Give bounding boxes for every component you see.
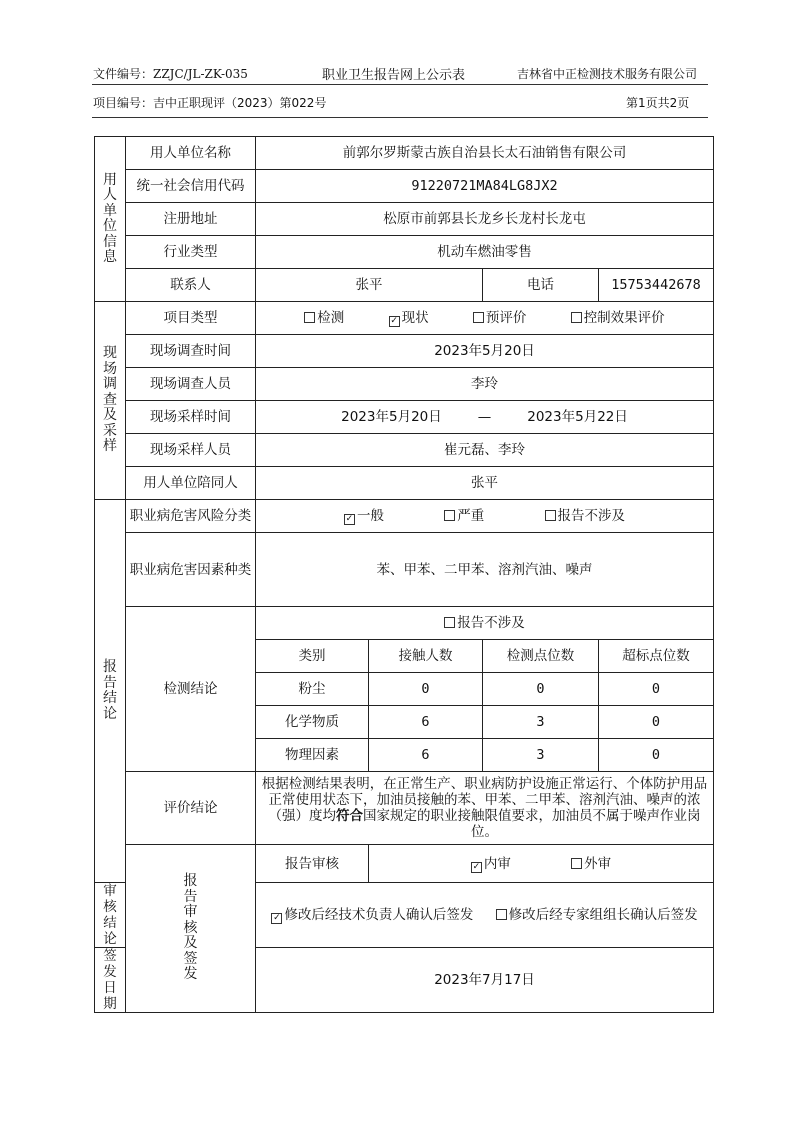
- table-cell: 粉尘: [256, 673, 369, 706]
- sampling-start: 2023年5月20日: [341, 409, 442, 425]
- checkbox-icon: [304, 312, 315, 323]
- checkbox-icon: [473, 312, 484, 323]
- checkbox-option[interactable]: 修改后经专家组组长确认后签发: [496, 907, 698, 923]
- address-label: 注册地址: [126, 203, 256, 236]
- address-value: 松原市前郭县长龙乡长龙村长龙屯: [256, 203, 714, 236]
- sampler-value: 崔元磊、李玲: [256, 434, 714, 467]
- employer-name-label: 用人单位名称: [126, 137, 256, 170]
- table-header: 检测点位数: [483, 640, 599, 673]
- checked-box-icon: ✓: [390, 316, 398, 326]
- table-cell: 物理因素: [256, 739, 369, 772]
- table-cell: 0: [599, 739, 714, 772]
- evaluation-label: 评价结论: [126, 772, 256, 845]
- phone-label: 电话: [483, 269, 599, 302]
- table-cell: 0: [599, 673, 714, 706]
- table-cell: 6: [369, 706, 483, 739]
- survey-time-label: 现场调查时间: [126, 335, 256, 368]
- industry-label: 行业类型: [126, 236, 256, 269]
- industry-value: 机动车燃油零售: [256, 236, 714, 269]
- checkbox-option[interactable]: 外审: [571, 856, 611, 872]
- risk-options: [256, 500, 714, 533]
- review-options: [369, 845, 714, 883]
- table-cell: 3: [483, 739, 599, 772]
- checkbox-icon: [444, 617, 455, 628]
- table-cell: 6: [369, 739, 483, 772]
- evaluation-bold: 符合: [336, 808, 363, 824]
- escort-value: 张平: [256, 467, 714, 500]
- detection-label: 检测结论: [126, 607, 256, 772]
- checked-box-icon: ✓: [472, 861, 481, 872]
- sampling-time-label: 现场采样时间: [126, 401, 256, 434]
- checkbox-option[interactable]: ✓ 修改后经技术负责人确认后签发: [273, 907, 474, 923]
- table-cell: 0: [599, 706, 714, 739]
- review-result-options: [256, 883, 714, 948]
- surveyor-label: 现场调查人员: [126, 368, 256, 401]
- risk-label: 职业病危害风险分类: [126, 500, 256, 533]
- sampling-end: 2023年5月22日: [527, 409, 628, 425]
- checkbox-icon: [571, 858, 582, 869]
- table-cell: 0: [369, 673, 483, 706]
- checked-box-icon: ✓: [273, 913, 281, 923]
- project-number: 项目编号：吉中正职现评（2023）第022号: [93, 96, 327, 110]
- credit-code-label: 统一社会信用代码: [126, 170, 256, 203]
- checkbox-option[interactable]: 报告不涉及: [545, 508, 626, 524]
- checked-box-icon: ✓: [345, 514, 354, 524]
- section-employer: 用人单位信息: [95, 137, 126, 302]
- header-rule-top: [92, 84, 708, 85]
- table-header: 超标点位数: [599, 640, 714, 673]
- evaluation-text: 根据检测结果表明，在正常生产、职业病防护设施正常运行、个体防护用品正常使用状态下，加油员接触的苯、甲苯、二甲苯、溶剂汽油、噪声的浓（强）度均符合国家规定的职业接触限值要求，加油员不属于噪声作业岗位。: [256, 772, 714, 845]
- contact-value: 张平: [256, 269, 483, 302]
- table-cell: 化学物质: [256, 706, 369, 739]
- project-type-options: [256, 302, 714, 335]
- table-header: 类别: [256, 640, 369, 673]
- form-title: 职业卫生报告网上公示表: [322, 68, 466, 83]
- checkbox-icon: [444, 510, 455, 521]
- checkbox-option[interactable]: 控制效果评价: [571, 310, 665, 326]
- checkbox-option[interactable]: 检测: [304, 310, 344, 326]
- surveyor-value: 李玲: [256, 368, 714, 401]
- issue-date-label: 签发日期: [95, 948, 126, 1013]
- page-indicator: 第1页共2页: [626, 96, 690, 110]
- escort-label: 用人单位陪同人: [126, 467, 256, 500]
- contact-label: 联系人: [126, 269, 256, 302]
- sampling-time-value: [256, 401, 714, 434]
- header-rule-bottom: [92, 117, 708, 118]
- checkbox-option[interactable]: ✓ 现状: [390, 310, 429, 326]
- review-result-label: 审核结论: [95, 883, 126, 948]
- table-cell: 0: [483, 673, 599, 706]
- checkbox-icon: [571, 312, 582, 323]
- hazard-factors-label: 职业病危害因素种类: [126, 533, 256, 607]
- table-cell: 3: [483, 706, 599, 739]
- checkbox-option[interactable]: ✓ 一般: [345, 508, 384, 524]
- file-number: 文件编号：ZZJC/JL-ZK-035: [93, 67, 248, 81]
- issue-date-value: 2023年7月17日: [256, 948, 714, 1013]
- company-name: 吉林省中正检测技术服务有限公司: [517, 67, 698, 81]
- table-header: 接触人数: [369, 640, 483, 673]
- sampling-dash: —: [477, 409, 492, 425]
- hazard-factors-value: 苯、甲苯、二甲苯、溶剂汽油、噪声: [256, 533, 714, 607]
- credit-code-value: 91220721MA84LG8JX2: [256, 170, 714, 203]
- detection-not-involved[interactable]: 报告不涉及: [256, 607, 714, 640]
- checkbox-icon: [496, 909, 507, 920]
- survey-time-value: 2023年5月20日: [256, 335, 714, 368]
- checkbox-option[interactable]: 预评价: [473, 310, 527, 326]
- checkbox-icon: [545, 510, 556, 521]
- section-conclusion: 报告结论: [95, 500, 126, 883]
- section-survey: 现场调查及采样: [95, 302, 126, 500]
- checkbox-option[interactable]: 严重: [444, 508, 484, 524]
- sampler-label: 现场采样人员: [126, 434, 256, 467]
- employer-name-value: 前郭尔罗斯蒙古族自治县长太石油销售有限公司: [256, 137, 714, 170]
- review-label: 报告审核: [256, 845, 369, 883]
- section-review: 报告审核及签发: [126, 845, 256, 1013]
- disclosure-table: [94, 136, 714, 1013]
- checkbox-option[interactable]: ✓ 内审: [472, 855, 511, 872]
- phone-value: 15753442678: [599, 269, 714, 302]
- project-type-label: 项目类型: [126, 302, 256, 335]
